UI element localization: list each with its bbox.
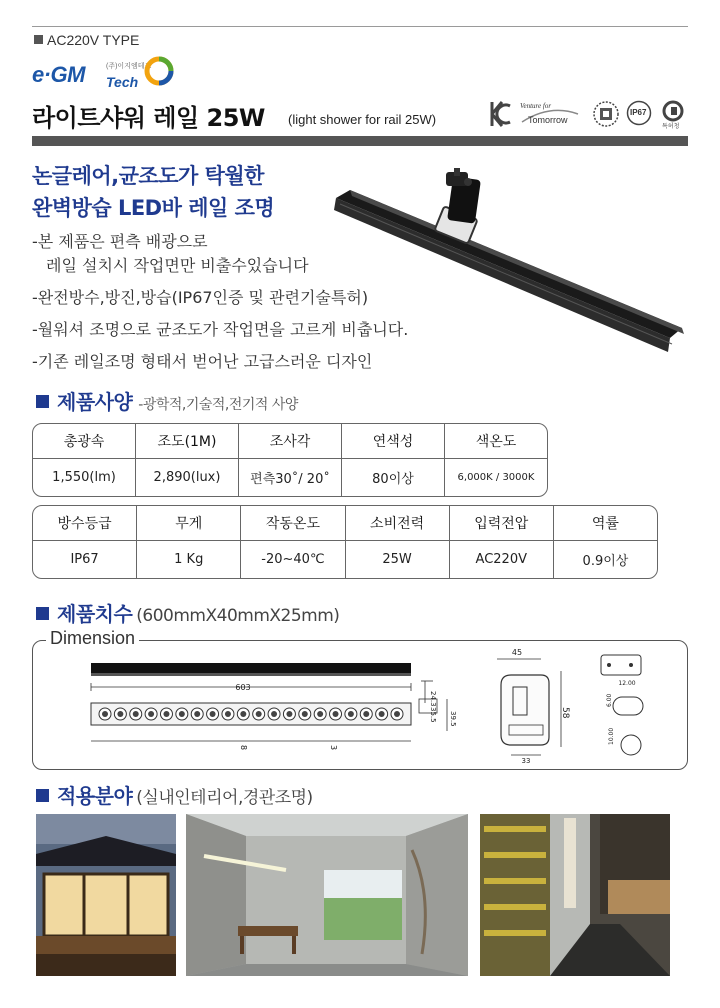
length-dim-text: 603 (235, 683, 251, 692)
dimension-note: (600mmX40mmX25mm) (136, 606, 340, 626)
title-bar (32, 136, 688, 146)
feature-item-1a: -본 제품은 편측 배광으로 (32, 232, 208, 251)
square-bullet-icon (36, 607, 49, 620)
bottom-width-dim-text: 33 (521, 757, 531, 765)
led-chip (210, 711, 216, 717)
application-photo-hanok (36, 814, 176, 976)
table-row (33, 458, 547, 496)
spec-table-optical (32, 423, 548, 497)
led-chip (348, 711, 354, 717)
width-dim-text: 45 (511, 648, 523, 657)
brand-logo (32, 56, 182, 96)
square-bullet-icon (36, 789, 49, 802)
table-cell: 0.9이상 (553, 541, 657, 578)
led-chip (194, 711, 200, 717)
table-header-cell: 입력전압 (449, 506, 553, 540)
table-header-cell: 역률 (553, 506, 657, 540)
table-header-cell: 색온도 (444, 424, 547, 458)
table-cell: AC220V (449, 541, 553, 578)
round-detail-view (621, 735, 641, 755)
led-chip (102, 711, 108, 717)
voltage-type-label (34, 32, 139, 48)
table-cell: 6,000K / 3000K (444, 459, 547, 496)
led-chip (302, 711, 308, 717)
product-title: 라이트샤워 레일 25W (32, 104, 265, 132)
table-header-row (33, 506, 657, 540)
headline (32, 160, 274, 224)
table-header-cell: 총광속 (63, 434, 105, 450)
brand-korean-name: (주)이지엠테크 (106, 63, 152, 70)
dimension-section-title (36, 598, 339, 627)
feature-item-2: -완전방수,방진,방습(IP67인증 및 관련기술특허) (32, 288, 369, 307)
bottom-dim-a: 8 (239, 745, 248, 751)
table-header-cell: 무게 (136, 506, 240, 540)
led-chip (240, 711, 246, 717)
height-dim-1: 24.3 (429, 691, 437, 707)
led-chip (163, 711, 169, 717)
feature-item-1b: 레일 설치시 작업면만 비출수있습니다 (46, 256, 309, 275)
height-dim-3: 35.5 (429, 707, 437, 723)
led-chip (394, 711, 400, 717)
spec-table-electrical (32, 505, 658, 579)
led-chip (286, 711, 292, 717)
profile-outline (501, 675, 549, 745)
table-cell: 1 Kg (136, 541, 240, 578)
patent-mark-text: 특허청 (662, 123, 680, 130)
detail-dim-1: 12.00 (618, 680, 636, 687)
rail-light-product-image (330, 168, 690, 356)
voltage-type-text: AC220V TYPE (47, 32, 140, 48)
ip67-mark-text: IP67 (630, 108, 647, 117)
table-cell: 25W (345, 541, 449, 578)
led-chip (179, 711, 185, 717)
patent-mark (658, 100, 688, 130)
bar-top-view (91, 663, 411, 673)
table-header-cell: 조도(1M) (135, 424, 238, 458)
detail-dim-2: 6.00 (606, 693, 613, 707)
table-header-cell: 연색성 (341, 424, 444, 458)
table-cell: 편측30˚/ 20˚ (238, 459, 341, 496)
table-header-cell: 방수등급 (57, 516, 112, 532)
led-chip (379, 711, 385, 717)
led-chip (225, 711, 231, 717)
patent-circle-icon (662, 100, 684, 122)
led-chip (256, 711, 262, 717)
kc-mark-icon (488, 100, 512, 128)
application-note: (실내인테리어,경관조명) (136, 788, 313, 808)
dimension-drawing (33, 641, 685, 767)
table-cell: 2,890(lux) (135, 459, 238, 496)
led-chip (133, 711, 139, 717)
square-bullet-icon (34, 35, 43, 44)
height-dim-text: 58 (560, 707, 570, 719)
led-chip (317, 711, 323, 717)
height-dim-2: 39.5 (449, 711, 457, 727)
table-cell: 1,550(lm) (52, 470, 116, 485)
ip67-mark (626, 100, 652, 126)
application-photo-concrete-hall (186, 814, 468, 976)
spec-note: -광학적,기술적,전기적 사양 (138, 397, 298, 413)
table-header-cell: 작동온도 (240, 506, 344, 540)
application-section-title (36, 780, 313, 809)
spec-section-title (36, 386, 298, 415)
led-chip (271, 711, 277, 717)
headline-line-1: 논글레어,균조도가 탁월한 (32, 164, 264, 188)
detail-dim-3: 10.00 (608, 727, 615, 745)
spec-title-text: 제품사양 (57, 390, 133, 414)
table-row (33, 540, 657, 578)
venture-mark (516, 100, 582, 128)
table-header-cell: 조사각 (238, 424, 341, 458)
table-cell: IP67 (70, 552, 99, 567)
dimension-box (32, 640, 688, 770)
certification-marks (488, 98, 688, 132)
dimension-title-text: 제품치수 (57, 602, 133, 626)
led-chip (148, 711, 154, 717)
square-bullet-icon (36, 395, 49, 408)
application-title-text: 적용분야 (57, 784, 133, 808)
venture-top-text: Venture for (520, 102, 552, 110)
application-photo-shop (480, 814, 670, 976)
quality-seal-icon (592, 100, 620, 128)
brand-swirl-icon (144, 56, 174, 86)
feature-item-4: -기존 레일조명 형태서 벋어난 고급스러운 디자인 (32, 352, 373, 371)
venture-bottom-text: Tomorrow (528, 115, 568, 125)
product-subtitle: (light shower for rail 25W) (288, 112, 437, 127)
table-header-cell: 소비전력 (345, 506, 449, 540)
led-chip (117, 711, 123, 717)
brand-name: e·GM (32, 62, 85, 87)
table-cell: -20~40℃ (240, 541, 344, 578)
top-divider (32, 26, 688, 27)
feature-item-3: -월워셔 조명으로 균조도가 작업면을 고르게 비춥니다. (32, 320, 409, 339)
headline-line-2: 완벽방습 LED바 레일 조명 (32, 196, 275, 220)
dimension-box-label: Dimension (46, 628, 139, 649)
bottom-dim-b: 3 (329, 745, 338, 751)
brand-tech: Tech (106, 74, 139, 90)
led-chip (363, 711, 369, 717)
table-header-row (33, 424, 547, 458)
led-chip (333, 711, 339, 717)
oval-detail-view (613, 697, 643, 715)
table-cell: 80이상 (341, 459, 444, 496)
